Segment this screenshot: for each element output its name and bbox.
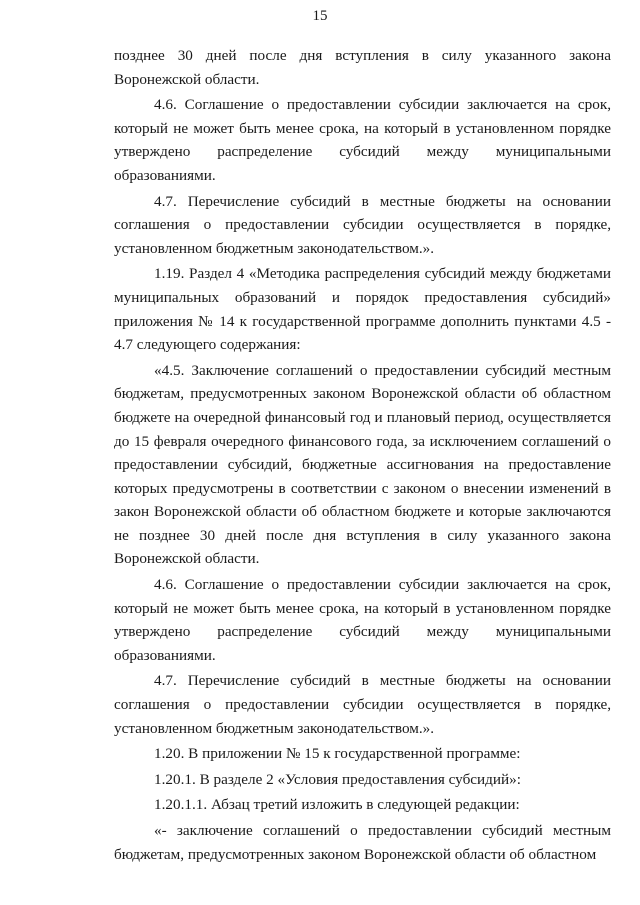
paragraph-4-6-quoted: 4.6. Соглашение о предоставлении субсидии заключается на срок, который не может быть менее срока, на который в установленном порядке утверждено распределение субсидий между муниципальными образованиями. xyxy=(114,576,611,664)
paragraph-continuation: позднее 30 дней после дня вступления в силу указанного закона Воронежской области. xyxy=(114,47,611,88)
paragraph-4-7: 4.7. Перечисление субсидий в местные бюджеты на основании соглашения о предоставлении субсидии осуществляется в порядке, установленном бюджетным законодательством.». xyxy=(114,192,611,257)
paragraph-4-6: 4.6. Соглашение о предоставлении субсидии заключается на срок, который не может быть менее срока, на который в установленном порядке утверждено распределение субсидий между муниципальными образованиями. xyxy=(114,96,611,184)
paragraph-quoted-condition: «- заключение соглашений о предоставлении субсидий местным бюджетам, предусмотренных законом Воронежской области об областном xyxy=(114,822,611,863)
paragraph-1-19: 1.19. Раздел 4 «Методика распределения субсидий между бюджетами муниципальных образований и порядок предоставления субсидий» приложения № 14 к государственной программе дополнить пунктами 4.5 - 4.7 следующего содержания: xyxy=(114,265,611,354)
paragraph-1-20-1: 1.20.1. В разделе 2 «Условия предоставления субсидий»: xyxy=(154,770,521,788)
paragraph-1-20: 1.20. В приложении № 15 к государственной программе: xyxy=(154,745,521,763)
document-body xyxy=(114,44,611,868)
paragraph-4-5-quoted: «4.5. Заключение соглашений о предоставлении субсидий местным бюджетам, предусмотренных законом Воронежской области об областном бюджете на очередной финансовый год и плановый период, осуществляется до 15 февраля очередного финансового года, за исключением соглашений о предоставлении субсидий, бюджетные ассигнования на предоставление которых предусмотрены в соответствии с законом о внесении изменений в закон Воронежской области об областном бюджете и которые заключаются не позднее 30 дней после дня вступления в силу указанного закона Воронежской области. xyxy=(114,361,611,568)
paragraph-1-20-1-1: 1.20.1.1. Абзац третий изложить в следующей редакции: xyxy=(154,796,520,814)
page-number: 15 xyxy=(312,8,328,24)
paragraph-4-7-quoted: 4.7. Перечисление субсидий в местные бюджеты на основании соглашения о предоставлении субсидии осуществляется в порядке, установленном бюджетным законодательством.». xyxy=(114,672,611,737)
